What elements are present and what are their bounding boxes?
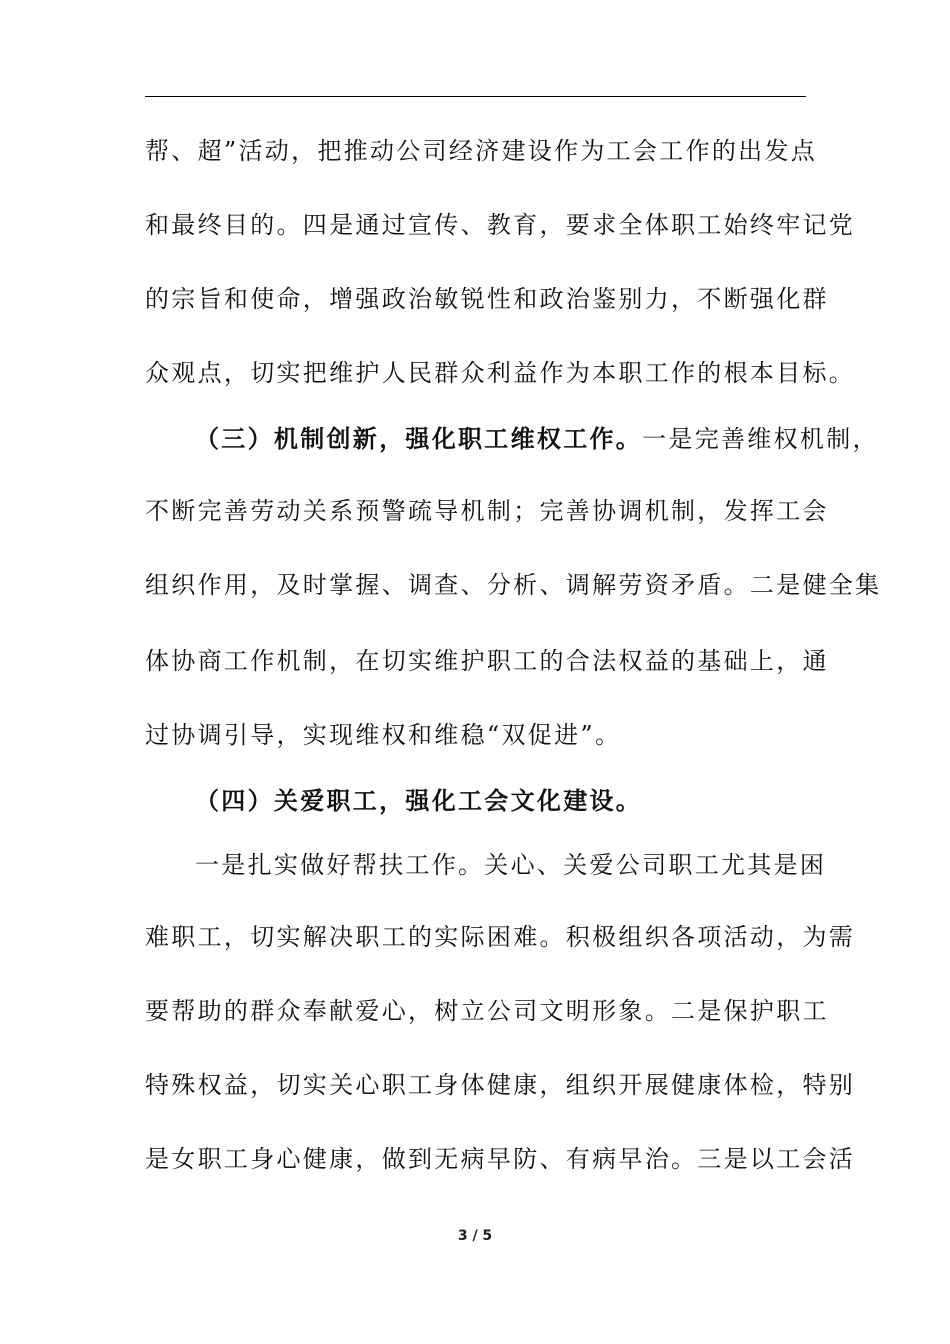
body-line: 过协调引导，实现维权和维稳“双促进”。 [145,721,622,749]
body-line: 特殊权益，切实关心职工身体健康，组织开展健康体检，特别 [145,1071,856,1099]
body-line: 一是扎实做好帮扶工作。关心、关爱公司职工尤其是困 [195,851,827,879]
body-line: 不断完善劳动关系预警疏导机制；完善协调机制，发挥工会 [145,497,829,525]
section-3-first-line [195,424,879,454]
header-rule [145,96,806,97]
body-line: 是女职工身心健康，做到无病早防、有病早治。三是以工会活 [145,1145,856,1173]
section-4-heading: （四）关爱职工，强化工会文化建设。 [195,786,643,815]
body-line: 帮、超”活动，把推动公司经济建设作为工会工作的出发点 [145,137,818,165]
body-line: 组织作用，及时掌握、调查、分析、调解劳资矛盾。二是健全集 [145,571,882,599]
body-line: 体协商工作机制，在切实维护职工的合法权益的基础上，通 [145,647,829,675]
page-number: 3 / 5 [457,1228,493,1244]
body-line: 要帮助的群众奉献爱心，树立公司文明形象。二是保护职工 [145,997,829,1025]
body-line: 难职工，切实解决职工的实际困难。积极组织各项活动，为需 [145,923,856,951]
body-line: 众观点，切实把维护人民群众利益作为本职工作的根本目标。 [145,359,856,387]
body-line: 的宗旨和使命，增强政治敏锐性和政治鉴别力，不断强化群 [145,285,829,313]
section-3-heading: （三）机制创新，强化职工维权工作。 [195,424,643,453]
body-line: 和最终目的。四是通过宣传、教育，要求全体职工始终牢记党 [145,211,856,239]
section-3-text: 一是完善维权机制， [642,425,879,453]
